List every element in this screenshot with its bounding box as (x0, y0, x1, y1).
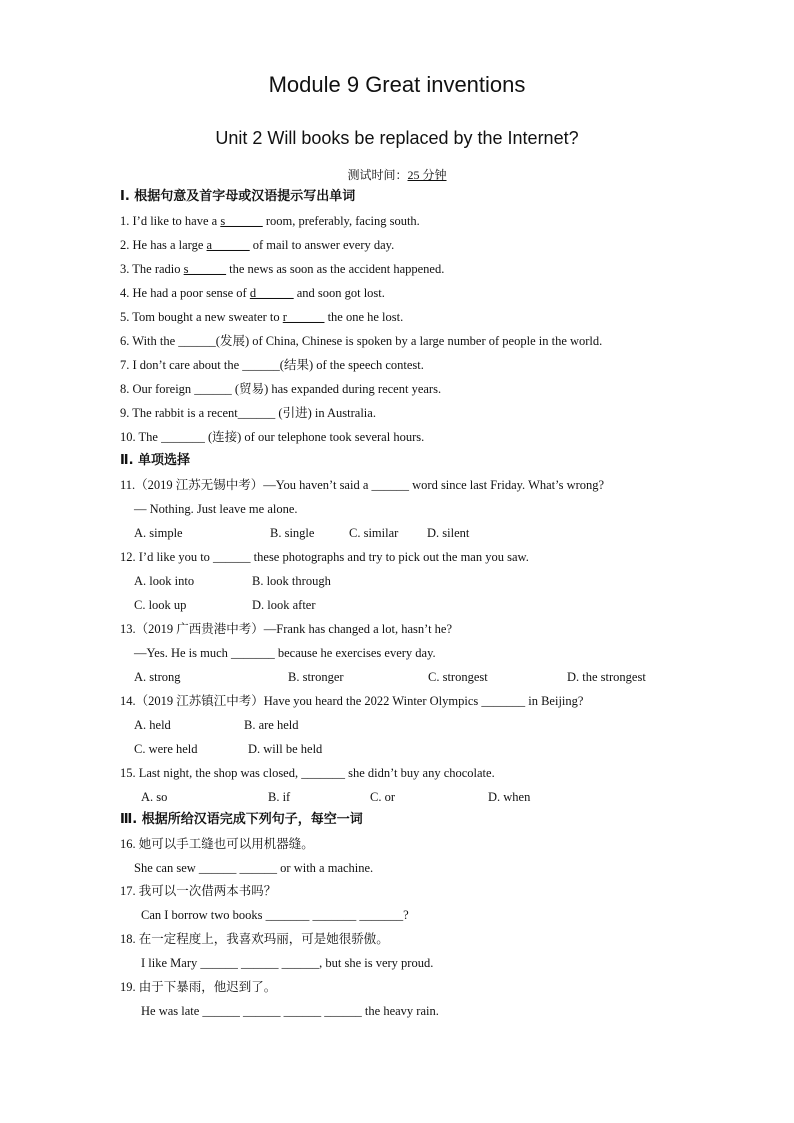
q18-chinese: 18. 在一定程度上，我喜欢玛丽，可是她很骄傲。 (120, 932, 389, 946)
s1-item-2-post: of mail to answer every day. (249, 238, 395, 252)
q11-option-c: C. similar (349, 526, 399, 540)
q13-option-b: B. stronger (288, 670, 344, 684)
q19-chinese: 19. 由于下暴雨，他迟到了。 (120, 980, 277, 994)
q12-option-d: D. look after (252, 598, 316, 612)
s1-item-5 (120, 309, 403, 325)
page-title: Module 9 Great inventions (268, 72, 526, 97)
q11-reply: — Nothing. Just leave me alone. (134, 502, 298, 516)
q12-option-a: A. look into (134, 574, 195, 588)
s1-item-1-pre: 1. I’d like to have a (120, 214, 221, 228)
q14-option-a: A. held (134, 718, 171, 732)
q13-option-c: C. strongest (428, 670, 488, 684)
s1-item-8: 8. Our foreign ______ (贸易) has expanded during recent years. (120, 382, 442, 396)
s1-item-4 (120, 285, 385, 301)
q16-chinese: 16. 她可以手工缝也可以用机器缝。 (120, 837, 314, 851)
q15-option-d: D. when (488, 790, 531, 804)
s1-item-1-blank: s______ (220, 214, 263, 228)
s1-item-4-blank: d______ (249, 286, 294, 300)
s1-item-9: 9. The rabbit is a recent______ (引进) in Australia. (120, 406, 376, 420)
q12-stem: 12. I’d like you to ______ these photographs and try to pick out the man you saw. (120, 550, 529, 564)
s1-item-7: 7. I don’t care about the ______(结果) of the speech contest. (120, 358, 424, 372)
q15-option-a: A. so (141, 790, 168, 804)
q15-option-c: C. or (370, 790, 395, 804)
s1-item-3-blank: s______ (183, 262, 227, 276)
q16-english: She can sew ______ ______ or with a machine. (134, 861, 374, 875)
page-subtitle: Unit 2 Will books be replaced by the Internet? (215, 128, 579, 148)
s1-item-5-post: the one he lost. (324, 310, 404, 324)
s1-item-2 (120, 237, 394, 253)
q19-english: He was late ______ ______ ______ ______ the heavy rain. (141, 1004, 439, 1018)
test-time-value: 25 分钟 (407, 168, 447, 182)
q12-option-c: C. look up (134, 598, 187, 612)
s1-item-3-pre: 3. The radio (120, 262, 184, 276)
s1-item-1-post: room, preferably, facing south. (262, 214, 420, 228)
q12-option-b: B. look through (252, 574, 331, 588)
q14-option-d: D. will be held (248, 742, 323, 756)
q11-option-b: B. single (270, 526, 315, 540)
s1-item-4-post: and soon got lost. (293, 286, 385, 300)
section1-heading: Ⅰ. 根据句意及首字母或汉语提示写出单词 (120, 189, 356, 204)
s1-item-5-blank: r______ (282, 310, 325, 324)
q13-option-d: D. the strongest (567, 670, 646, 684)
s1-item-2-pre: 2. He has a large (120, 238, 207, 252)
q13-reply: —Yes. He is much _______ because he exercises every day. (134, 646, 436, 660)
s1-item-4-pre: 4. He had a poor sense of (120, 286, 250, 300)
s1-item-3-post: the news as soon as the accident happened. (226, 262, 445, 276)
q15-option-b: B. if (268, 790, 291, 804)
q17-english: Can I borrow two books _______ _______ _______? (141, 908, 409, 922)
q14-option-c: C. were held (134, 742, 198, 756)
q15-stem: 15. Last night, the shop was closed, _______ she didn’t buy any chocolate. (120, 766, 495, 780)
s1-item-6: 6. With the ______(发展) of China, Chinese is spoken by a large number of people in the world. (120, 334, 603, 348)
q13-option-a: A. strong (134, 670, 181, 684)
q14-option-b: B. are held (244, 718, 299, 732)
q13-stem: 13.（2019 广西贵港中考）—Frank has changed a lot, hasn’t he? (120, 622, 453, 636)
q17-chinese: 17. 我可以一次借两本书吗？ (120, 884, 277, 898)
q18-english: I like Mary ______ ______ ______, but she is very proud. (141, 956, 434, 970)
q14-stem: 14.（2019 江苏镇江中考）Have you heard the 2022 Winter Olympics _______ in Beijing? (120, 694, 584, 708)
test-time-label: 测试时间： (347, 168, 408, 182)
section3-heading: Ⅲ. 根据所给汉语完成下列句子，每空一词 (120, 812, 363, 827)
q11-option-a: A. simple (134, 526, 183, 540)
s1-item-3 (120, 261, 444, 277)
s1-item-5-pre: 5. Tom bought a new sweater to (120, 310, 283, 324)
section2-heading: Ⅱ. 单项选择 (120, 453, 191, 468)
s1-item-10: 10. The _______ (连接) of our telephone took several hours. (120, 430, 425, 444)
s1-item-2-blank: a______ (206, 238, 250, 252)
q11-option-d: D. silent (427, 526, 470, 540)
q11-stem: 11.（2019 江苏无锡中考）—You haven’t said a ______ word since last Friday. What’s wrong? (120, 478, 605, 492)
test-time (0, 166, 794, 183)
s1-item-1 (120, 213, 420, 229)
